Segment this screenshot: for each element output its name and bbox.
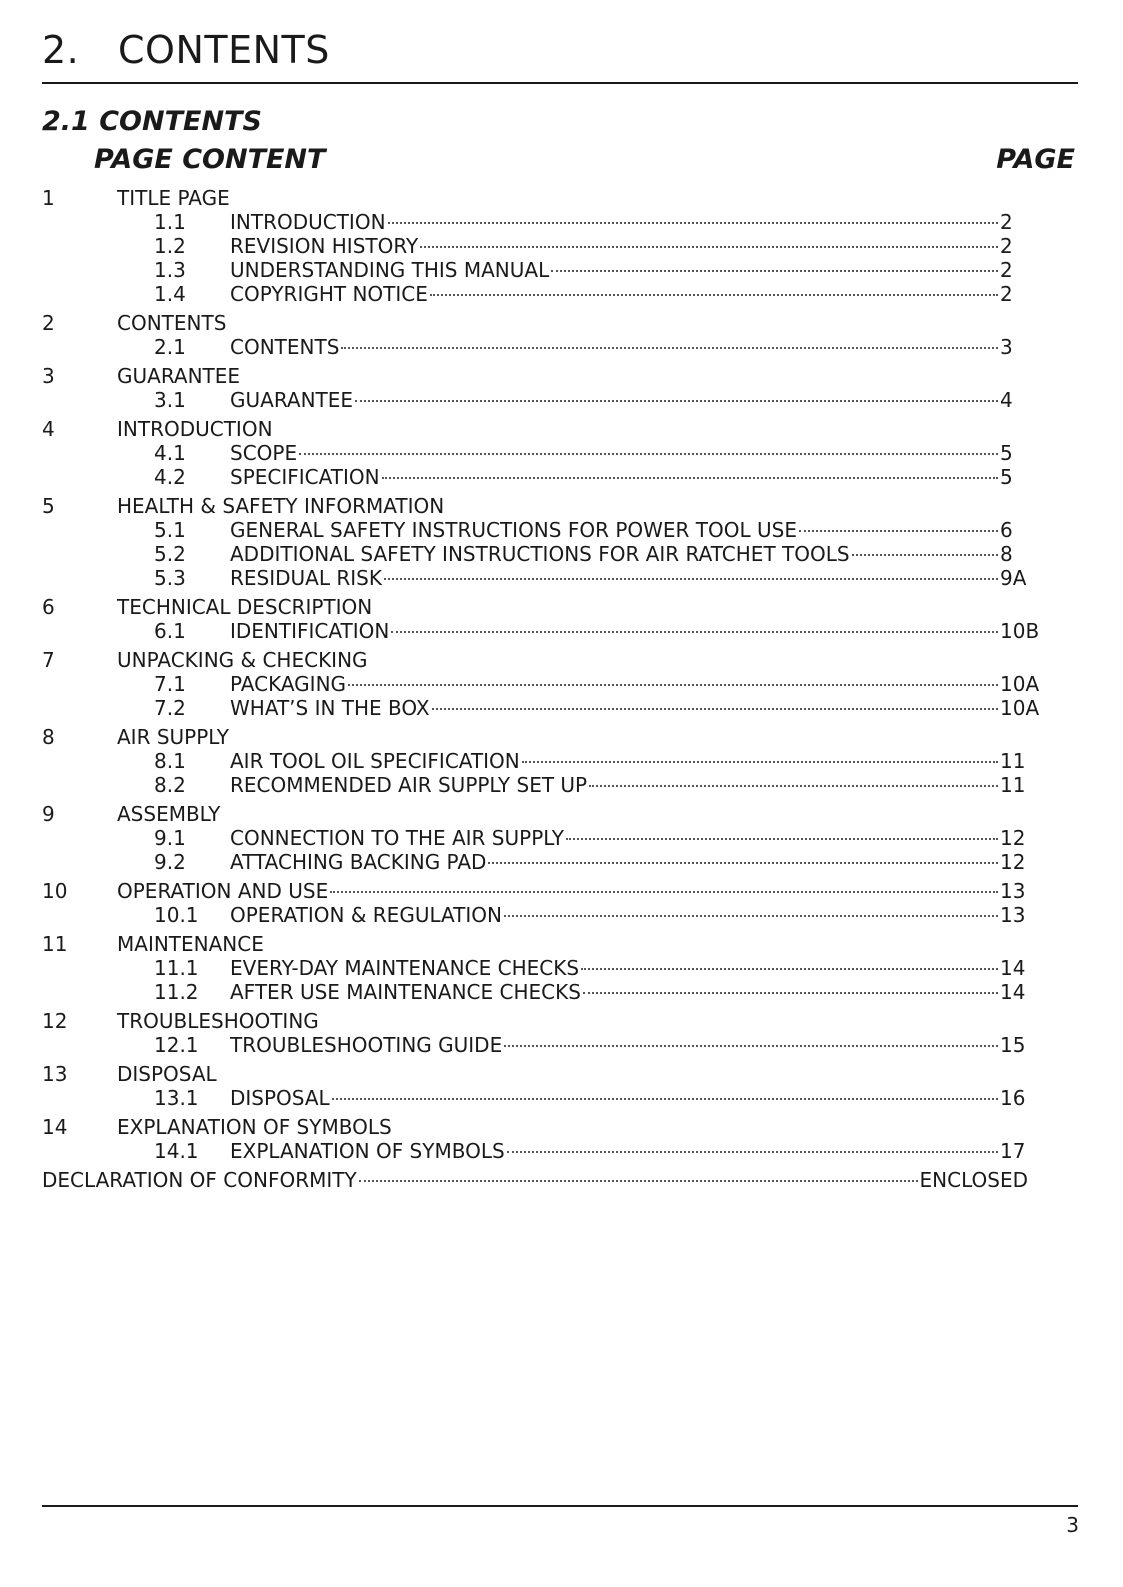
toc-chapter-title: TITLE PAGE — [117, 186, 230, 210]
toc-entry-row[interactable] — [42, 542, 1028, 566]
toc-entry-title: EVERY-DAY MAINTENANCE CHECKS — [230, 956, 580, 980]
toc-page-ref: 2 — [1000, 258, 1013, 282]
toc-entry-number: 9.2 — [154, 850, 186, 874]
toc-entry-number: 11.2 — [154, 980, 199, 1004]
toc-chapter-row[interactable] — [42, 648, 1028, 672]
dot-leader — [332, 1098, 998, 1100]
toc-chapter-number: 12 — [42, 1009, 68, 1033]
toc-entry-title: SCOPE — [230, 441, 298, 465]
toc-entry-number: 1.3 — [154, 258, 186, 282]
toc-entry-title: AIR TOOL OIL SPECIFICATION — [230, 749, 520, 773]
toc-entry-title: COPYRIGHT NOTICE — [230, 282, 428, 306]
toc-chapter-row[interactable] — [42, 879, 1028, 903]
toc-entry-number: 3.1 — [154, 388, 186, 412]
toc-chapter-title: GUARANTEE — [117, 364, 241, 388]
toc-page-ref: 9A — [1000, 566, 1027, 590]
toc-page-ref: 17 — [1000, 1139, 1026, 1163]
toc-page-ref: 2 — [1000, 210, 1013, 234]
toc-chapter-row[interactable] — [42, 595, 1028, 619]
toc-page-ref: 11 — [1000, 749, 1026, 773]
toc-chapter — [42, 802, 1028, 874]
dot-leader — [522, 761, 998, 763]
toc-entry-number: 7.1 — [154, 672, 186, 696]
toc-chapter-number: 5 — [42, 494, 55, 518]
toc-chapter-title: OPERATION AND USE — [117, 879, 329, 903]
toc-page-ref: 5 — [1000, 465, 1013, 489]
toc-entry-row[interactable] — [42, 335, 1028, 359]
toc-chapter-row[interactable] — [42, 364, 1028, 388]
toc-chapter-title: TROUBLESHOOTING — [117, 1009, 319, 1033]
toc-page-ref: 11 — [1000, 773, 1026, 797]
toc-chapter — [42, 1009, 1028, 1057]
dot-leader — [382, 477, 998, 479]
toc-entry-title: DISPOSAL — [230, 1086, 330, 1110]
toc-chapter-title: INTRODUCTION — [117, 417, 273, 441]
toc-chapter-row[interactable] — [42, 417, 1028, 441]
chapter-heading — [42, 28, 330, 72]
toc-entry-number: 1.4 — [154, 282, 186, 306]
toc-entry-number: 12.1 — [154, 1033, 199, 1057]
toc-chapter-number: 1 — [42, 186, 55, 210]
toc-chapter-title: ASSEMBLY — [117, 802, 221, 826]
chapter-number: 2. — [42, 28, 80, 72]
toc-entry-row[interactable] — [42, 210, 1028, 234]
toc-entry-row[interactable] — [42, 441, 1028, 465]
toc-chapter-number: 8 — [42, 725, 55, 749]
toc-entry-title: UNDERSTANDING THIS MANUAL — [230, 258, 550, 282]
toc-page-ref: 13 — [1000, 879, 1026, 903]
toc-entry-number: 5.1 — [154, 518, 186, 542]
dot-leader — [566, 838, 998, 840]
footer-divider — [42, 1505, 1078, 1507]
dot-leader — [551, 270, 998, 272]
toc-chapter-title: CONTENTS — [117, 311, 227, 335]
toc-chapter-number: 13 — [42, 1062, 68, 1086]
toc-entry-number: 5.2 — [154, 542, 186, 566]
dot-leader — [359, 1180, 918, 1182]
toc-chapter — [42, 186, 1028, 306]
toc-entry-number: 1.1 — [154, 210, 186, 234]
column-header-content: PAGE CONTENT — [94, 144, 326, 175]
toc-entry-number: 13.1 — [154, 1086, 199, 1110]
toc-entry-number: 7.2 — [154, 696, 186, 720]
toc-chapter-number: 11 — [42, 932, 68, 956]
toc-entry-row[interactable] — [42, 956, 1028, 980]
page-number: 3 — [1066, 1513, 1079, 1537]
toc-chapter-title: DISPOSAL — [117, 1062, 217, 1086]
toc-chapter-title: HEALTH & SAFETY INFORMATION — [117, 494, 445, 518]
toc-entry-number: 9.1 — [154, 826, 186, 850]
toc-chapter-title: MAINTENANCE — [117, 932, 264, 956]
toc-chapter-number: 10 — [42, 879, 68, 903]
toc-entry-title: PACKAGING — [230, 672, 347, 696]
toc-page-ref: 6 — [1000, 518, 1013, 542]
toc-chapter-title: TECHNICAL DESCRIPTION — [117, 595, 373, 619]
dot-leader — [388, 222, 998, 224]
dot-leader — [384, 578, 998, 580]
toc-page-ref: 10B — [1000, 619, 1040, 643]
toc-entry-title: CONTENTS — [230, 335, 340, 359]
toc-entry-row[interactable] — [42, 980, 1028, 1004]
toc-chapter — [42, 1115, 1028, 1163]
toc-entry-title: EXPLANATION OF SYMBOLS — [230, 1139, 505, 1163]
toc-entry-row[interactable] — [42, 258, 1028, 282]
toc-chapter-number: 6 — [42, 595, 55, 619]
toc-page-ref: 13 — [1000, 903, 1026, 927]
toc-entry-number: 8.1 — [154, 749, 186, 773]
toc-entry-row[interactable] — [42, 388, 1028, 412]
toc-chapter-title: EXPLANATION OF SYMBOLS — [117, 1115, 392, 1139]
toc-chapter-row[interactable] — [42, 802, 1028, 826]
toc-page-ref: 14 — [1000, 980, 1026, 1004]
toc-declaration-title: DECLARATION OF CONFORMITY — [42, 1168, 357, 1192]
dot-leader — [299, 453, 998, 455]
toc-page-ref: 10A — [1000, 696, 1040, 720]
toc-entry-number: 5.3 — [154, 566, 186, 590]
toc-entry-row[interactable] — [42, 850, 1028, 874]
toc-chapter-row[interactable] — [42, 1062, 1028, 1086]
toc-chapter — [42, 725, 1028, 797]
toc-chapter-number: 4 — [42, 417, 55, 441]
toc-page-ref: 12 — [1000, 826, 1026, 850]
toc-page-ref: 16 — [1000, 1086, 1026, 1110]
toc-entry-row[interactable] — [42, 1086, 1028, 1110]
toc-chapter — [42, 648, 1040, 720]
dot-leader — [391, 631, 998, 633]
toc-chapter — [42, 932, 1028, 1004]
toc-chapter-row[interactable] — [42, 1009, 1028, 1033]
toc-entry-title: AFTER USE MAINTENANCE CHECKS — [230, 980, 581, 1004]
dot-leader — [355, 400, 998, 402]
dot-leader — [504, 1045, 998, 1047]
toc-entry-row[interactable] — [42, 903, 1028, 927]
toc-page-ref: ENCLOSED — [919, 1168, 1028, 1192]
toc-page-ref: 8 — [1000, 542, 1013, 566]
toc-page-ref: 4 — [1000, 388, 1013, 412]
toc-entry-row[interactable] — [42, 1139, 1028, 1163]
toc-entry-number: 6.1 — [154, 619, 186, 643]
chapter-title: CONTENTS — [118, 28, 330, 72]
toc-entry-number: 14.1 — [154, 1139, 199, 1163]
dot-leader — [341, 347, 998, 349]
toc-chapter-number: 2 — [42, 311, 55, 335]
toc-chapter-title: AIR SUPPLY — [117, 725, 229, 749]
dot-leader — [488, 862, 998, 864]
toc-chapter-number: 14 — [42, 1115, 68, 1139]
toc-entry-row[interactable] — [42, 619, 1040, 643]
toc-entry-number: 10.1 — [154, 903, 199, 927]
toc-entry-title: INTRODUCTION — [230, 210, 386, 234]
toc-entry-row[interactable] — [42, 282, 1028, 306]
toc-page-ref: 14 — [1000, 956, 1026, 980]
toc-chapter-number: 7 — [42, 648, 55, 672]
dot-leader — [504, 915, 998, 917]
toc-entry-number: 2.1 — [154, 335, 186, 359]
toc-chapter-row[interactable] — [42, 725, 1028, 749]
toc-entry-row[interactable] — [42, 234, 1028, 258]
toc-chapter — [42, 494, 1028, 590]
dot-leader — [589, 785, 998, 787]
toc-entry-row[interactable] — [42, 672, 1040, 696]
toc-entry-number: 11.1 — [154, 956, 199, 980]
toc-entry-row[interactable] — [42, 465, 1028, 489]
toc-chapter-row[interactable] — [42, 186, 1028, 210]
toc-chapter — [42, 417, 1028, 489]
dot-leader — [507, 1151, 998, 1153]
toc-chapter-row[interactable] — [42, 1115, 1028, 1139]
toc-chapter-row[interactable] — [42, 311, 1028, 335]
toc-entry-title: RESIDUAL RISK — [230, 566, 382, 590]
toc-chapter — [42, 364, 1028, 412]
toc-entry-title: TROUBLESHOOTING GUIDE — [230, 1033, 503, 1057]
dot-leader — [432, 708, 998, 710]
toc-entry-row[interactable] — [42, 749, 1028, 773]
toc-entry-title: REVISION HISTORY — [230, 234, 419, 258]
toc-page-ref: 3 — [1000, 335, 1013, 359]
header-divider — [42, 82, 1078, 84]
toc-entry-row[interactable] — [42, 696, 1040, 720]
toc-entry-title: RECOMMENDED AIR SUPPLY SET UP — [230, 773, 588, 797]
toc-entry-row[interactable] — [42, 773, 1028, 797]
dot-leader — [581, 968, 998, 970]
toc-chapter — [42, 1062, 1028, 1110]
toc-page-ref: 12 — [1000, 850, 1026, 874]
toc-entry-title: GUARANTEE — [230, 388, 354, 412]
toc-chapter — [42, 879, 1028, 927]
toc-entry-row[interactable] — [42, 566, 1028, 590]
toc-page-ref: 2 — [1000, 234, 1013, 258]
dot-leader — [852, 554, 998, 556]
toc-entry-number: 8.2 — [154, 773, 186, 797]
dot-leader — [330, 891, 998, 893]
toc-page-ref: 5 — [1000, 441, 1013, 465]
toc-chapter — [42, 595, 1040, 643]
section-title: 2.1 CONTENTS — [42, 106, 262, 137]
toc-chapter-number: 9 — [42, 802, 55, 826]
toc-entry-number: 4.2 — [154, 465, 186, 489]
toc-entry-row[interactable] — [42, 1033, 1028, 1057]
toc-entry-title: OPERATION & REGULATION — [230, 903, 503, 927]
toc-entry-title: SPECIFICATION — [230, 465, 380, 489]
toc-entry-title: WHAT’S IN THE BOX — [230, 696, 430, 720]
toc-entry-title: CONNECTION TO THE AIR SUPPLY — [230, 826, 564, 850]
toc-entry-title: IDENTIFICATION — [230, 619, 390, 643]
toc-page-ref: 15 — [1000, 1033, 1026, 1057]
toc-chapter-title: UNPACKING & CHECKING — [117, 648, 368, 672]
dot-leader — [348, 684, 998, 686]
dot-leader — [430, 294, 998, 296]
toc-page-ref: 2 — [1000, 282, 1013, 306]
column-header-page: PAGE — [996, 144, 1075, 175]
dot-leader — [799, 530, 998, 532]
toc-entry-row[interactable] — [42, 826, 1028, 850]
dot-leader — [420, 246, 998, 248]
dot-leader — [583, 992, 998, 994]
toc-chapter-number: 3 — [42, 364, 55, 388]
table-of-contents — [42, 186, 1040, 1192]
toc-entry-number: 4.1 — [154, 441, 186, 465]
toc-chapter-row[interactable] — [42, 494, 1028, 518]
toc-page-ref: 10A — [1000, 672, 1040, 696]
toc-entry-row[interactable] — [42, 518, 1028, 542]
toc-chapter — [42, 311, 1028, 359]
toc-entry-title: GENERAL SAFETY INSTRUCTIONS FOR POWER TOOL USE — [230, 518, 797, 542]
toc-chapter-row[interactable] — [42, 932, 1028, 956]
toc-entry-title: ATTACHING BACKING PAD — [230, 850, 487, 874]
toc-entry-title: ADDITIONAL SAFETY INSTRUCTIONS FOR AIR RATCHET TOOLS — [230, 542, 850, 566]
toc-entry-number: 1.2 — [154, 234, 186, 258]
toc-declaration-row[interactable] — [42, 1168, 1028, 1192]
